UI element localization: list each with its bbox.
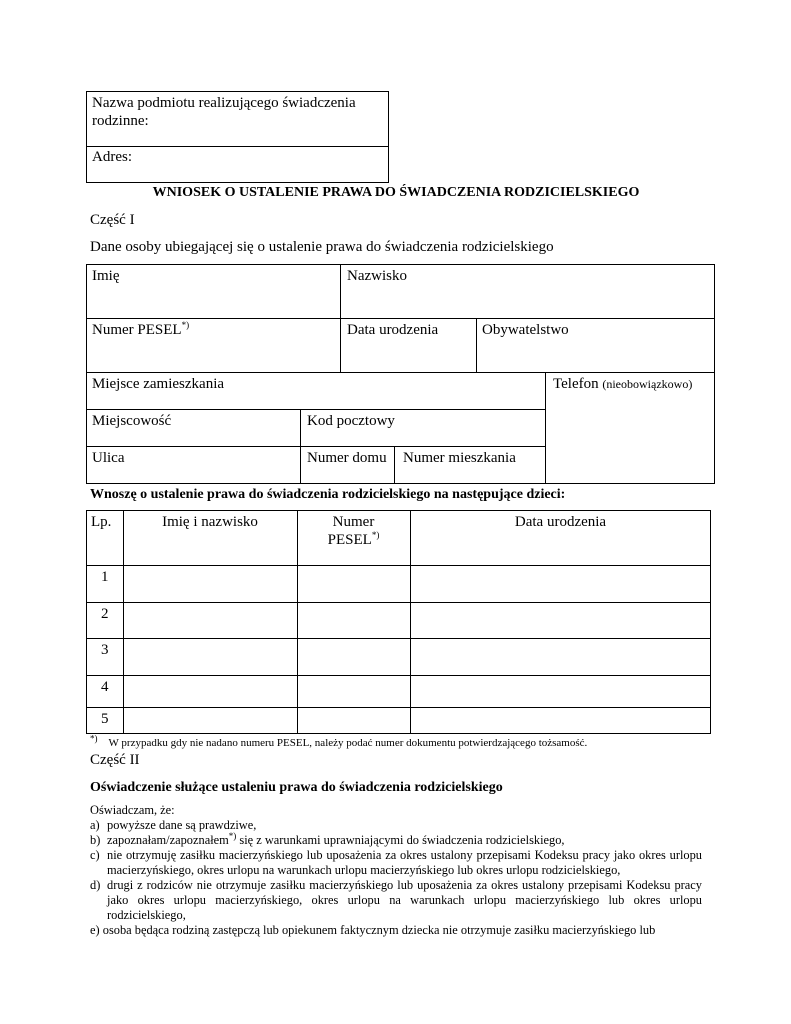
first-name-field[interactable]: Imię [92,268,120,284]
list-item: b) zapoznałam/zapoznałem*) się z warunkami uprawniającymi do świadczenia rodzicielskiego, [90,830,565,847]
list-item: c) nie otrzymuję zasiłku macierzyńskiego lub uposażenia za okres ustalony przepisami Kodeksu pracy jako okres urlopu macierzyńskiego, okres urlopu na warunkach urlopu macierzyńskiego lub okres urlopu rodzicielskiego, [90,848,702,877]
pesel-field[interactable]: Numer PESEL*) [92,320,190,338]
part2-subtitle: Oświadczenie służące ustaleniu prawa do świadczenia rodzicielskiego [90,780,503,795]
house-number-field[interactable]: Numer domu [307,450,387,466]
applicant-table [86,264,715,484]
children-heading: Wnoszę o ustalenie prawa do świadczenia rodzicielskiego na następujące dzieci: [90,487,566,502]
phone-field[interactable]: Telefon (nieobowiązkowo) [553,376,693,392]
list-item: d) drugi z rodziców nie otrzymuje zasiłku macierzyńskiego lub uposażenia za okres ustalony przepisami Kodeksu pracy jako okres urlopu macierzyńskiego, okres urlopu na warunkach urlopu macierzyńskiego lub okres urlopu rodzicielskiego, [90,878,702,922]
table-row-number: 3 [101,642,109,658]
list-item: e) osoba będąca rodziną zastępczą lub opiekunem faktycznym dziecka nie otrzymuje zasiłku macierzyńskiego lub [90,923,656,937]
form-title: WNIOSEK O USTALENIE PRAWA DO ŚWIADCZENIA RODZICIELSKIEGO [152,185,640,200]
table-row-number: 2 [101,606,109,622]
footnote: *) W przypadku gdy nie nadano numeru PESEL, należy podać numer dokumentu potwierdzającego tożsamość. [90,733,588,749]
residence-label: Miejsce zamieszkania [92,376,225,392]
part2-heading: Część II [90,752,140,768]
table-row-number: 4 [101,679,109,695]
last-name-field[interactable]: Nazwisko [347,268,407,284]
col-header-name: Imię i nazwisko [162,514,258,530]
street-field[interactable]: Ulica [92,450,125,466]
part1-heading: Część I [90,212,135,228]
col-header-birth-date: Data urodzenia [514,514,607,530]
city-field[interactable]: Miejscowość [92,413,172,429]
apartment-number-field[interactable]: Numer mieszkania [403,450,516,466]
list-item: a) powyższe dane są prawdziwe, [90,818,257,832]
citizenship-field[interactable]: Obywatelstwo [482,322,569,338]
part1-subtitle: Dane osoby ubiegającej się o ustalenie prawa do świadczenia rodzicielskiego [90,239,554,255]
col-header-lp: Lp. [91,514,112,530]
table-row-number: 1 [101,569,109,585]
entity-name-label[interactable]: Nazwa podmiotu realizującego świadczenia rodzinne: [92,95,356,129]
table-row-number: 5 [101,711,109,727]
declaration-intro: Oświadczam, że: [90,803,175,817]
postal-code-field[interactable]: Kod pocztowy [307,413,395,429]
birth-date-field[interactable]: Data urodzenia [347,322,439,338]
entity-address-label[interactable]: Adres: [92,149,132,165]
col-header-pesel: Numer PESEL*) [327,514,380,548]
